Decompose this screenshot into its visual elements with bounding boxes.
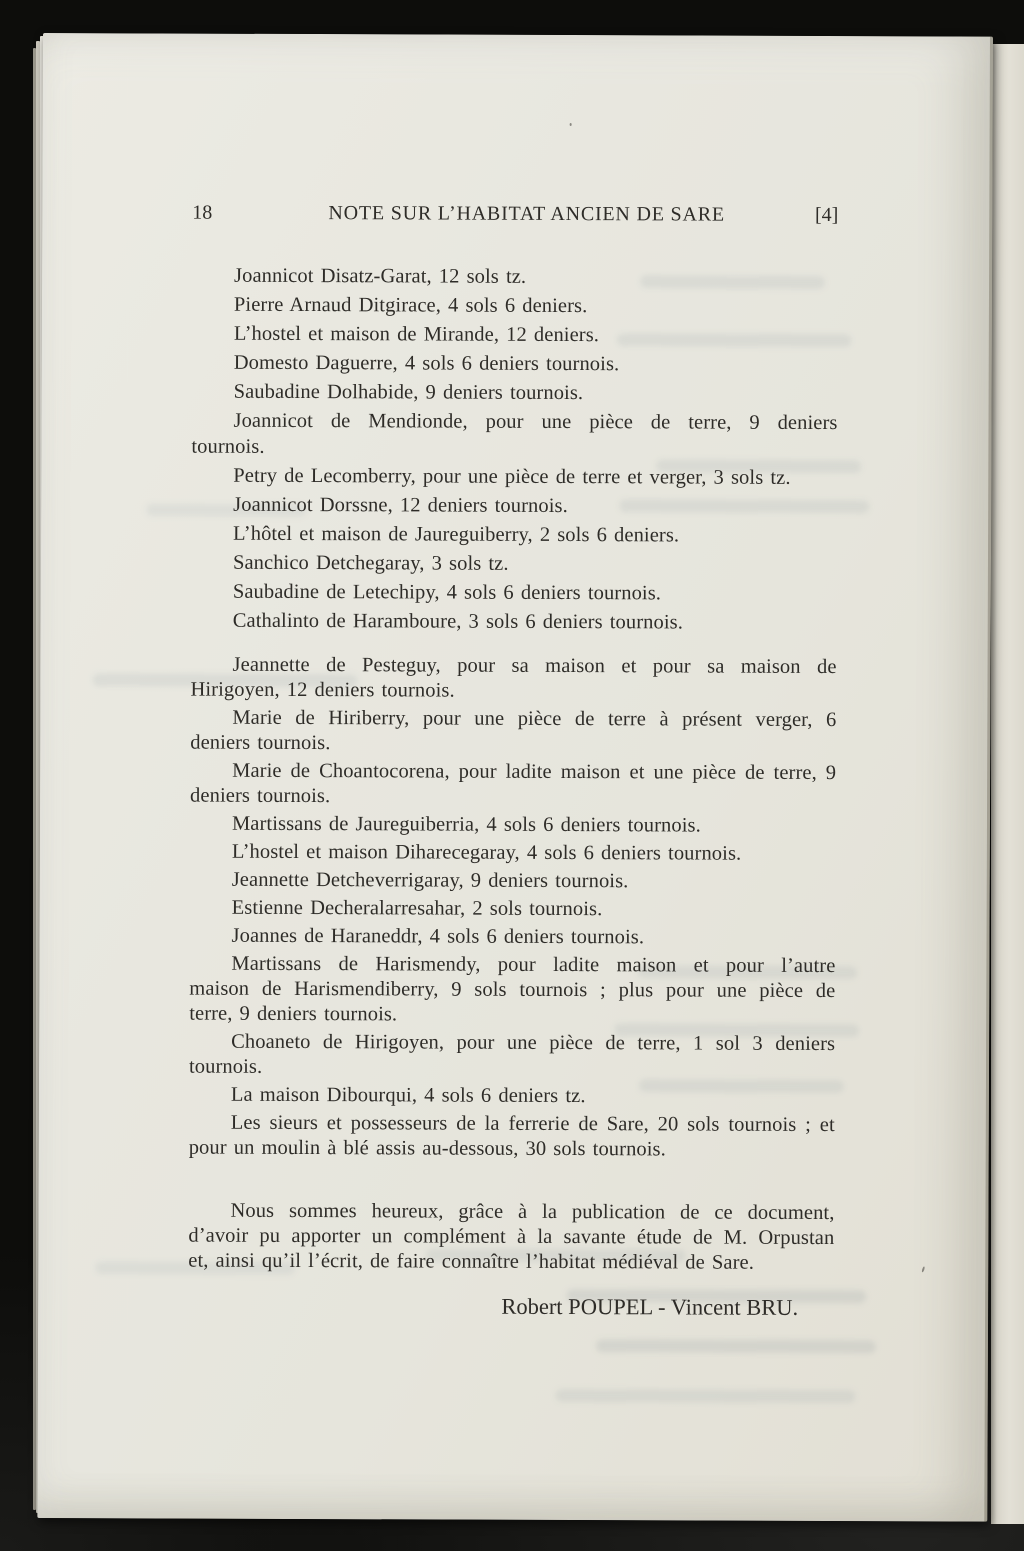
text-line: Marie de Hiriberry, pour une pièce de terre à présent verger, 6 <box>232 706 837 732</box>
tax-entry <box>189 1111 835 1163</box>
tax-entry <box>190 840 836 867</box>
text-line: Joannicot de Mendionde, pour une pièce de terre, 9 deniers <box>233 409 838 435</box>
tax-entry <box>192 321 838 349</box>
closing-paragraph <box>188 1199 834 1276</box>
show-through-smudge <box>596 1339 876 1353</box>
text-line: deniers tournois. <box>190 784 331 808</box>
text-line: Choaneto de Hirigoyen, pour une pièce de terre, 1 sol 3 deniers <box>231 1030 836 1056</box>
text-line: Pierre Arnaud Ditgirace, 4 sols 6 deniers. <box>233 293 588 318</box>
text-line: L’hostel et maison de Mirande, 12 deniers. <box>233 322 600 347</box>
tax-entry <box>189 1030 835 1082</box>
paper-speck <box>570 123 572 126</box>
tax-entry <box>191 408 837 462</box>
text-line: deniers tournois. <box>190 731 331 755</box>
tax-entry-list-2 <box>189 653 837 1166</box>
text-line: L’hôtel et maison de Jaureguiberry, 2 sols 6 deniers. <box>233 522 680 547</box>
text-line: Martissans de Harismendy, pour ladite maison et pour l’autre <box>231 952 836 978</box>
text-line: Jeannette Detcheverrigaray, 9 deniers tournois. <box>231 868 629 893</box>
text-line: pour un moulin à blé assis au-dessous, 30 sols tournois. <box>188 1136 666 1161</box>
running-title: NOTE SUR L’HABITAT ANCIEN DE SARE <box>328 202 725 226</box>
page-number: 18 <box>192 201 213 224</box>
tax-entry <box>189 952 835 1029</box>
author-signature: Robert POUPEL - Vincent BRU. <box>501 1293 799 1320</box>
tax-entry <box>190 896 836 923</box>
text-line: d’avoir pu apporter un complément à la savante étude de M. Orpustan <box>188 1224 835 1250</box>
tax-entry <box>191 608 837 636</box>
tax-entry <box>190 868 836 895</box>
text-line: Joannicot Disatz-Garat, 12 sols tz. <box>234 264 527 288</box>
book-page <box>37 33 993 1522</box>
text-line: Joannes de Haraneddr, 4 sols 6 deniers tournois. <box>231 924 645 949</box>
text-line: Jeannette de Pesteguy, pour sa maison et pour sa maison de <box>232 653 837 679</box>
tax-entry <box>190 812 836 839</box>
text-line: Saubadine de Letechipy, 4 sols 6 deniers tournois. <box>232 580 662 605</box>
tax-entry <box>189 924 835 951</box>
text-line: Estienne Decheralarresahar, 2 sols tournois. <box>231 896 603 921</box>
folio-marker: [4] <box>814 203 839 227</box>
text-line: terre, 9 deniers tournois. <box>189 1002 398 1026</box>
text-line: et, ainsi qu’il l’écrit, de faire connaître l’habitat médiéval de Sare. <box>188 1249 755 1274</box>
tax-entry <box>190 706 836 758</box>
tax-entry-list-1 <box>191 263 838 639</box>
text-line: L’hostel et maison Diharecegaray, 4 sols 6 deniers tournois. <box>231 840 742 865</box>
tax-entry <box>192 350 838 378</box>
text-line: Sanchico Detchegaray, 3 sols tz. <box>232 551 509 575</box>
adjacent-page-edge <box>991 44 1024 1524</box>
text-line: tournois. <box>188 1055 263 1078</box>
text-line: tournois. <box>191 435 265 458</box>
tax-entry <box>190 759 836 811</box>
text-line: Saubadine Dolhabide, 9 deniers tournois. <box>233 380 584 405</box>
tax-entry <box>191 521 837 549</box>
text-line: Cathalinto de Haramboure, 3 sols 6 deniers tournois. <box>232 609 684 634</box>
tax-entry <box>191 579 837 607</box>
text-line: Nous sommes heureux, grâce à la publication de ce document, <box>230 1199 835 1225</box>
text-line: Joannicot Dorssne, 12 deniers tournois. <box>233 493 568 518</box>
running-header <box>192 200 838 228</box>
text-line: La maison Dibourqui, 4 sols 6 deniers tz. <box>230 1083 586 1108</box>
paper-speck <box>921 1266 925 1272</box>
text-line: maison de Harismendiberry, 9 sols tournois ; plus pour une pièce de <box>189 977 836 1003</box>
tax-entry <box>191 492 837 520</box>
text-line: Petry de Lecomberry, pour une pièce de terre et verger, 3 sols tz. <box>233 464 791 489</box>
tax-entry <box>191 550 837 578</box>
tax-entry <box>190 653 836 705</box>
text-line: Les sieurs et possesseurs de la ferrerie de Sare, 20 sols tournois ; et <box>230 1111 835 1137</box>
tax-entry <box>192 292 838 320</box>
text-line: Martissans de Jaureguiberria, 4 sols 6 deniers tournois. <box>231 812 701 837</box>
tax-entry <box>192 379 838 407</box>
show-through-smudge <box>556 1389 856 1403</box>
text-line: Hirigoyen, 12 deniers tournois. <box>190 678 455 702</box>
text-line: Domesto Daguerre, 4 sols 6 deniers tournois. <box>233 351 620 376</box>
tax-entry <box>191 463 837 491</box>
tax-entry <box>189 1083 835 1110</box>
tax-entry <box>192 263 838 291</box>
text-line: Marie de Choantocorena, pour ladite maison et une pièce de terre, 9 <box>232 759 837 785</box>
